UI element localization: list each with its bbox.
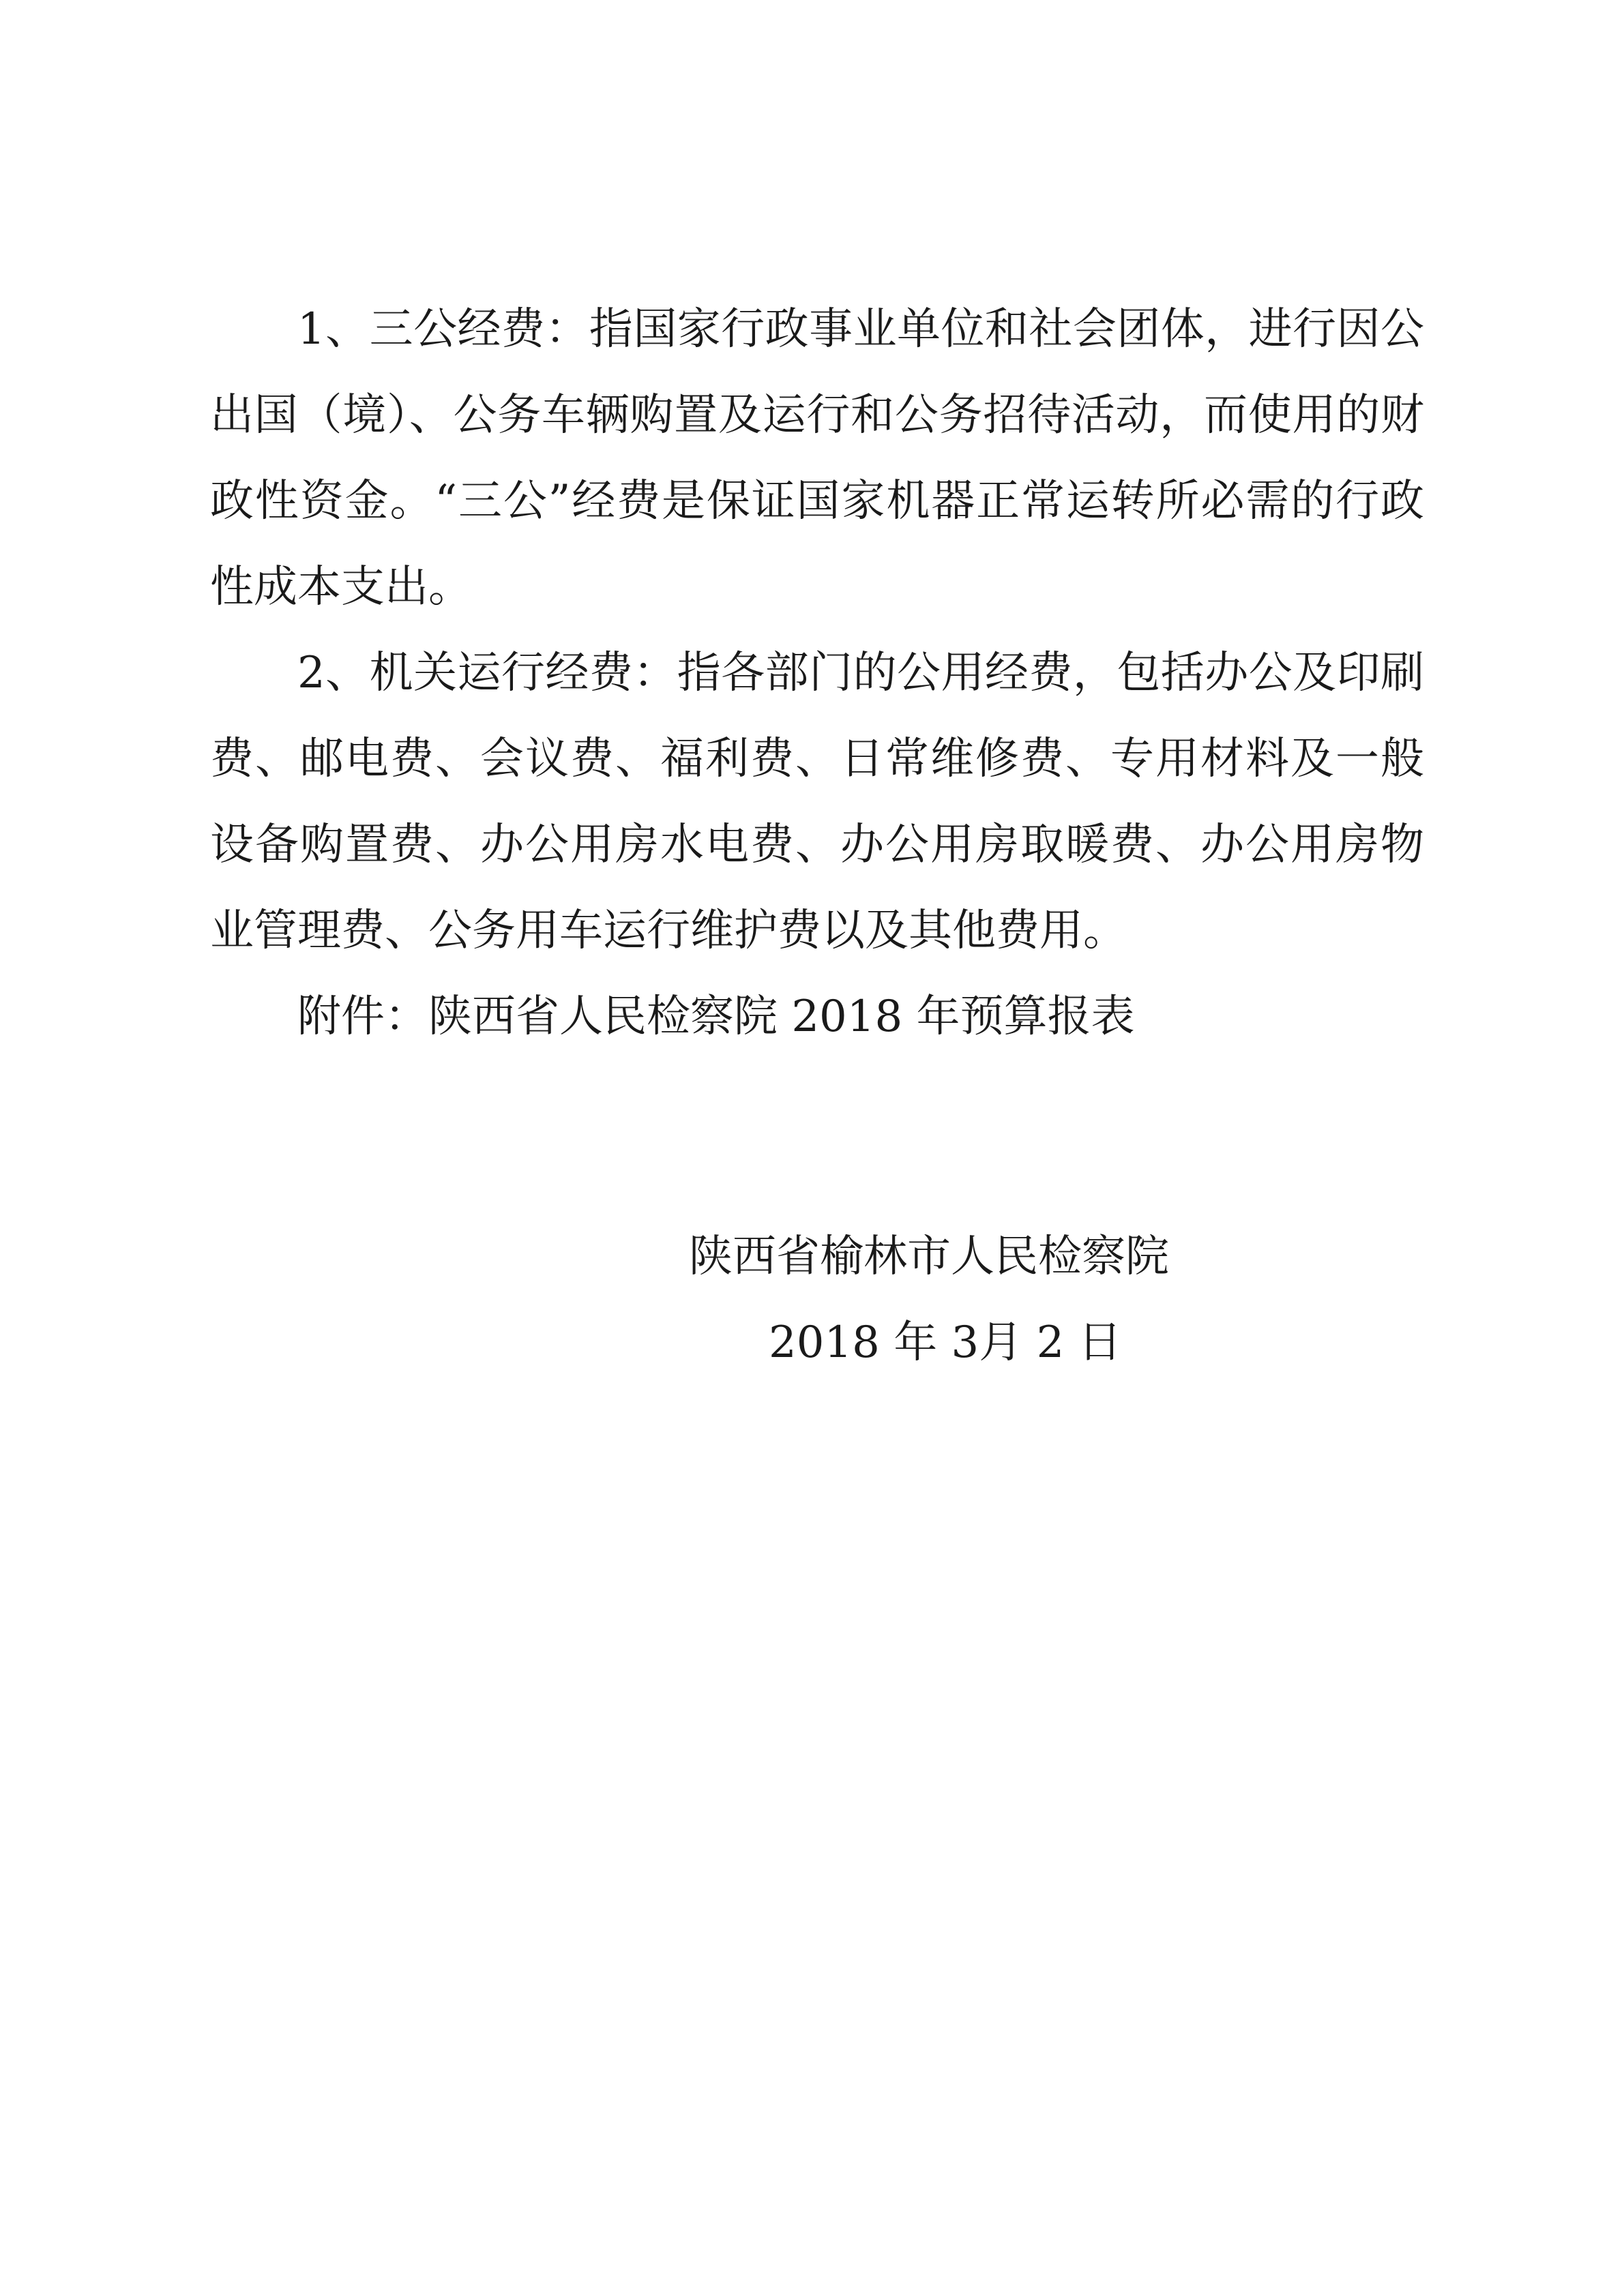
definition-three-public-expenses: 1、三公经费：指国家行政事业单位和社会团体，进行因公出国（境）、公务车辆购置及运行和公务招待活动，而使用的财政性资金。“三公”经费是保证国家机器正常运转所必需的行政性成本支出。 bbox=[210, 304, 1424, 612]
signature-organization: 陕西省榆林市人民检察院 bbox=[689, 1232, 1169, 1282]
signature-date: 2018 年 3月 2 日 bbox=[769, 1317, 1122, 1368]
document-body bbox=[210, 286, 1424, 1060]
attachment-note: 附件：陕西省人民检察院 2018 年预算报表 bbox=[297, 992, 1135, 1042]
definition-agency-operating-expenses: 2、机关运行经费：指各部门的公用经费，包括办公及印刷费、邮电费、会议费、福利费、日常维修费、专用材料及一般设备购置费、办公用房水电费、办公用房取暖费、办公用房物业管理费、公务用车运行维护费以及其他费用。 bbox=[210, 648, 1424, 956]
